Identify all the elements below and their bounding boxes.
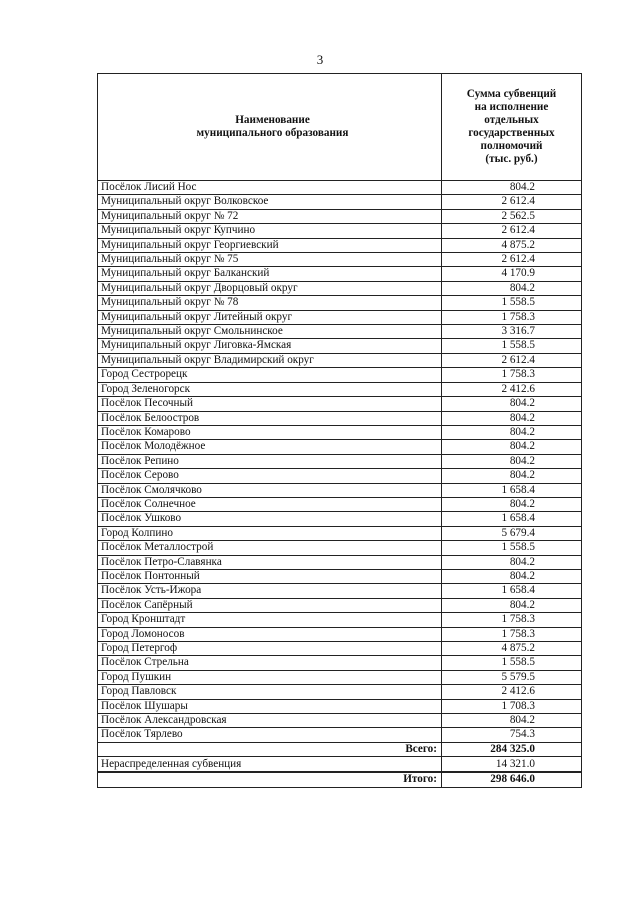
municipality-name: Город Петергоф [98, 642, 442, 656]
table-row [98, 714, 582, 728]
municipality-name: Посёлок Тярлево [98, 728, 442, 742]
header-amount [442, 74, 582, 181]
subvention-amount: 1 558.5 [442, 656, 582, 670]
subvention-amount: 4 170.9 [442, 267, 582, 281]
subvention-amount: 804.2 [442, 555, 582, 569]
municipality-name: Муниципальный округ Дворцовый округ [98, 281, 442, 295]
subvention-amount: 804.2 [442, 281, 582, 295]
municipality-name: Посёлок Белоостров [98, 411, 442, 425]
subvention-amount: 4 875.2 [442, 238, 582, 252]
table-row [98, 555, 582, 569]
municipality-name: Муниципальный округ № 72 [98, 209, 442, 223]
table-row [98, 368, 582, 382]
subtotal-row [98, 742, 582, 756]
table-row [98, 541, 582, 555]
subvention-table [97, 73, 582, 788]
subvention-amount: 2 612.4 [442, 224, 582, 238]
table-row [98, 454, 582, 468]
municipality-name: Муниципальный округ № 75 [98, 253, 442, 267]
subvention-amount: 1 658.4 [442, 512, 582, 526]
table-row [98, 699, 582, 713]
table-row [98, 397, 582, 411]
municipality-name: Посёлок Ушково [98, 512, 442, 526]
subvention-amount: 2 412.6 [442, 382, 582, 396]
municipality-name: Посёлок Петро-Славянка [98, 555, 442, 569]
municipality-name: Посёлок Лисий Нос [98, 181, 442, 195]
grand-total-row [98, 772, 582, 787]
unallocated-row [98, 757, 582, 773]
municipality-name: Посёлок Репино [98, 454, 442, 468]
table-row [98, 440, 582, 454]
unallocated-label: Нераспределенная субвенция [98, 757, 442, 773]
municipality-name: Посёлок Молодёжное [98, 440, 442, 454]
municipality-name: Посёлок Понтонный [98, 569, 442, 583]
table-row [98, 598, 582, 612]
subvention-amount: 1 658.4 [442, 483, 582, 497]
subtotal-value: 284 325.0 [442, 742, 582, 756]
subvention-amount: 1 558.5 [442, 339, 582, 353]
subvention-amount: 804.2 [442, 714, 582, 728]
subvention-amount: 1 658.4 [442, 584, 582, 598]
subvention-amount: 804.2 [442, 598, 582, 612]
subvention-amount: 2 412.6 [442, 685, 582, 699]
municipality-name: Город Зеленогорск [98, 382, 442, 396]
municipality-name: Город Ломоносов [98, 627, 442, 641]
municipality-name: Посёлок Шушары [98, 699, 442, 713]
municipality-name: Муниципальный округ Владимирский округ [98, 353, 442, 367]
table-footer [98, 742, 582, 787]
table-row [98, 670, 582, 684]
subvention-amount: 804.2 [442, 181, 582, 195]
subvention-amount: 754.3 [442, 728, 582, 742]
table-row [98, 642, 582, 656]
subvention-amount: 2 612.4 [442, 353, 582, 367]
table-row [98, 584, 582, 598]
table-row [98, 469, 582, 483]
grand-total-label: Итого: [98, 772, 442, 787]
unallocated-value: 14 321.0 [442, 757, 582, 773]
table-row [98, 281, 582, 295]
municipality-name: Посёлок Смолячково [98, 483, 442, 497]
subvention-amount: 2 562.5 [442, 209, 582, 223]
table-row [98, 325, 582, 339]
subvention-amount: 4 875.2 [442, 642, 582, 656]
subvention-amount: 3 316.7 [442, 325, 582, 339]
subvention-amount: 1 758.3 [442, 627, 582, 641]
table-row [98, 526, 582, 540]
header-municipality [98, 74, 442, 181]
table-row [98, 613, 582, 627]
subvention-amount: 1 758.3 [442, 310, 582, 324]
table-row [98, 497, 582, 511]
table-row [98, 382, 582, 396]
subtotal-label: Всего: [98, 742, 442, 756]
subvention-amount: 804.2 [442, 397, 582, 411]
table-row [98, 411, 582, 425]
subvention-amount: 804.2 [442, 411, 582, 425]
municipality-name: Посёлок Сапёрный [98, 598, 442, 612]
table-row [98, 267, 582, 281]
page-number: 3 [316, 52, 324, 67]
table-row [98, 512, 582, 526]
subvention-amount: 1 758.3 [442, 368, 582, 382]
table-row [98, 195, 582, 209]
table-header-row [98, 74, 582, 181]
table-row [98, 353, 582, 367]
subvention-amount: 1 758.3 [442, 613, 582, 627]
table-row [98, 483, 582, 497]
municipality-name: Посёлок Усть-Ижора [98, 584, 442, 598]
table-row [98, 253, 582, 267]
subvention-amount: 5 579.5 [442, 670, 582, 684]
subvention-amount: 804.2 [442, 440, 582, 454]
table-row [98, 569, 582, 583]
table-row [98, 296, 582, 310]
municipality-name: Посёлок Серово [98, 469, 442, 483]
subvention-amount: 5 679.4 [442, 526, 582, 540]
municipality-name: Посёлок Александровская [98, 714, 442, 728]
municipality-name: Город Кронштадт [98, 613, 442, 627]
table-row [98, 656, 582, 670]
municipality-name: Город Павловск [98, 685, 442, 699]
subvention-amount: 804.2 [442, 569, 582, 583]
subvention-amount: 1 558.5 [442, 296, 582, 310]
header-amount-text: Сумма субвенций на исполнение отдельных государственных полномочий (тыс. руб.) [466, 88, 557, 165]
municipality-name: Муниципальный округ Лиговка-Ямская [98, 339, 442, 353]
table-row [98, 339, 582, 353]
grand-total-value: 298 646.0 [442, 772, 582, 787]
table-row [98, 685, 582, 699]
subvention-amount: 2 612.4 [442, 195, 582, 209]
table-row [98, 425, 582, 439]
municipality-name: Город Колпино [98, 526, 442, 540]
subvention-amount: 804.2 [442, 454, 582, 468]
municipality-name: Посёлок Солнечное [98, 497, 442, 511]
municipality-name: Посёлок Металлострой [98, 541, 442, 555]
municipality-name: Муниципальный округ Балканский [98, 267, 442, 281]
table-row [98, 627, 582, 641]
municipality-name: Посёлок Стрельна [98, 656, 442, 670]
header-municipality-text: Наименование муниципального образования [196, 114, 349, 139]
municipality-name: Посёлок Песочный [98, 397, 442, 411]
municipality-name: Муниципальный округ Литейный округ [98, 310, 442, 324]
table-row [98, 181, 582, 195]
municipality-name: Муниципальный округ № 78 [98, 296, 442, 310]
municipality-name: Посёлок Комарово [98, 425, 442, 439]
municipality-name: Муниципальный округ Смольнинское [98, 325, 442, 339]
table-row [98, 209, 582, 223]
subvention-amount: 2 612.4 [442, 253, 582, 267]
table-row [98, 310, 582, 324]
subvention-amount: 1 708.3 [442, 699, 582, 713]
subvention-amount: 804.2 [442, 469, 582, 483]
subvention-amount: 1 558.5 [442, 541, 582, 555]
municipality-name: Город Пушкин [98, 670, 442, 684]
table-row [98, 224, 582, 238]
table-row [98, 238, 582, 252]
municipality-name: Муниципальный округ Волковское [98, 195, 442, 209]
municipality-name: Муниципальный округ Георгиевский [98, 238, 442, 252]
municipality-name: Город Сестрорецк [98, 368, 442, 382]
table-row [98, 728, 582, 742]
table-body [98, 181, 582, 743]
municipality-name: Муниципальный округ Купчино [98, 224, 442, 238]
subvention-amount: 804.2 [442, 497, 582, 511]
subvention-amount: 804.2 [442, 425, 582, 439]
